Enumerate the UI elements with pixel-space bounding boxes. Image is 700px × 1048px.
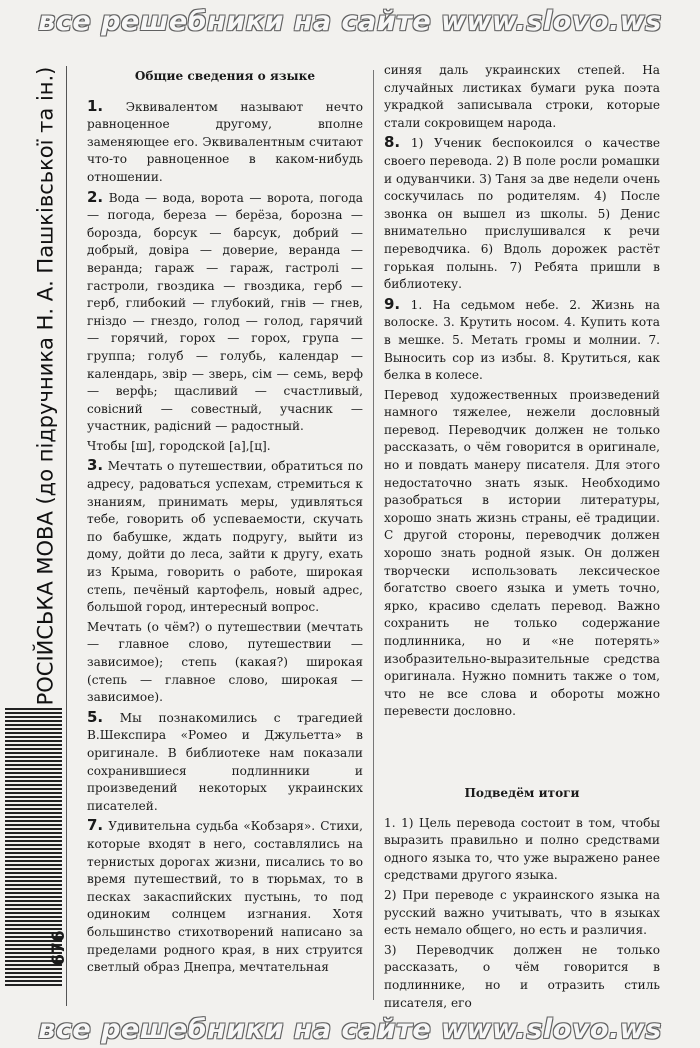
- exercise-text: 1. На седьмом небе. 2. Жизнь на волоске. 3. Крутить носом. 4. Купить кота в мешке. 5. Метать громы и молнии. 7. Выносить сор из избы. 8. Крутиться, как белка в колесе.: [384, 297, 660, 383]
- exercise-number: 2.: [87, 187, 104, 206]
- summary-1: [384, 815, 660, 885]
- exercise-number: 7.: [87, 816, 104, 835]
- exercise-3: [87, 457, 363, 616]
- section-spacer: [384, 723, 660, 779]
- exercise-8: [384, 134, 660, 293]
- exercise-3-note: [87, 619, 363, 707]
- exercise-text: синяя даль украинских степей. На случайных листиках бумаги рука поэта украдкой записывала строки, которые стали сокровищем народа.: [384, 63, 660, 130]
- exercise-2: [87, 189, 363, 436]
- exercise-number: 5.: [87, 707, 104, 726]
- spine-title-text: РОСІЙСЬКА МОВА (до підручника Н. А. Пашківської та ін.): [33, 66, 57, 706]
- page-number-text: 676: [49, 930, 69, 966]
- summary-text: 1. 1) Цель перевода состоит в том, чтобы выразить правильно и полно средствами одного языка то, что уже выражено ранее средствами другого языка.: [384, 815, 660, 883]
- exercise-text: Мечтать (о чём?) о путешествии (мечтать — главное слово, путешествии — зависимое); степь (какая?) широкая (степь — главное слово, широкая — зависимое).: [87, 619, 363, 705]
- exercise-text: Вода — вода, ворота — ворота, погода — погода, береза — берёза, борозна — борозда, борсук — барсук, добрий — добрый, довіра — доверие, веранда — веранда; гараж — гараж, гастролі — гастроли, гвоздика — гвоздика, герб — герб, глибокий — глубокий, гнів — гнев, гніздо — гнездо, голод — голод, гарячий — горячий, горох — горох, група — группа; голуб — голубь, календар — календарь, звір — зверь, сім — семь, верф — верфь; щасливий — счастливый, совісний — совестный, учасник — участник, радісний — радостный.: [87, 190, 363, 434]
- exercise-5: [87, 709, 363, 816]
- exercise-text: Эквивалентом называют нечто равноценное другому, вполне заменяющее его. Эквивалентным считают что-то равноценное в каком-нибудь отношении.: [87, 99, 363, 184]
- exercise-text: Удивительна судьба «Кобзаря». Стихи, которые входят в него, составлялись на тернистых дорогах жизни, писались то во время путешествий, то в тюрьмах, то в песках закаспийских пустынь, то под одиноким солнцем изгнания. Хотя большинство стихотворений написано за пределами родного края, в них струится светлый образ Днепра, мечтательная: [87, 819, 363, 975]
- exercise-2-note: [87, 438, 363, 456]
- left-items: [87, 98, 363, 977]
- exercise-1: [87, 98, 363, 187]
- exercise-7-continued: [384, 62, 660, 132]
- spine-title: [24, 66, 66, 706]
- summary-2: [384, 887, 660, 940]
- exercise-text: Мечтать о путешествии, обратиться по адресу, радоваться успехам, стремиться к знаниям, принимать меры, удивляться тебе, говорить об успеваемости, скучать по бабушке, ждать подругу, выйти из дому, дойти до леса, зайти к другу, ехать из Крыма, говорить о работе, широкая степь, печёный картофель, новый адрес, большой город, интересный вопрос.: [87, 459, 363, 615]
- watermark-bottom: все решебники на сайте www.slovo.ws: [38, 1013, 662, 1045]
- exercise-text: Чтобы [ш], городской [а],[ц].: [87, 438, 271, 453]
- exercise-9-text: [384, 387, 660, 721]
- left-column: [87, 62, 363, 979]
- section-heading: Общие сведения о языке: [134, 69, 316, 83]
- exercise-number: 9.: [384, 294, 401, 313]
- summary-3: [384, 942, 660, 1012]
- watermark-top: все решебники на сайте www.slovo.ws: [38, 5, 662, 37]
- right-column: [384, 62, 660, 1014]
- exercise-text: 1) Ученик беспокоился о качестве своего перевода. 2) В поле росли ромашки и одуванчики. 3) Таня за две недели очень соскучилась по родителям. 4) После звонка он вышел из школы. 5) Денис внимательно прислушивался к речи переводчика. 6) Вдоль дорожек растёт горькая полынь. 7) Ребята пришли в библиотеку.: [384, 136, 660, 292]
- summary-text: 2) При переводе с украинского языка на русский важно учитывать, что в языках есть немало общего, но есть и различия.: [384, 887, 660, 938]
- exercise-text: Перевод художественных произведений намного тяжелее, нежели дословный перевод. Переводчик должен не только рассказать, о чём говорится в оригинале, но и повдать манеру писателя. Для этого недостаточно знать язык. Необходимо разобраться в истории литературы, хорошо знать жизнь страны, её традиции. С другой стороны, переводчик должен хорошо знать родной язык. Он должен творчески использовать лексическое богатство своего языка и уметь точно, ярко, красиво сделать перевод. Важно сохранить не только содержание подлинника, но и «не потерять» изобразительно-выразительные средства оригинала. Нужно помнить также о том, что не все слова и обороты можно перевести дословно.: [384, 387, 660, 719]
- exercise-number: 1.: [87, 96, 104, 115]
- exercise-9: [384, 296, 660, 385]
- spine-divider: [66, 66, 67, 1006]
- column-divider: [373, 70, 374, 1000]
- exercise-text: Мы познакомились с трагедией В.Шекспира «Ромео и Джульетта» в оригинале. В библиотеке нам показали сохранившиеся подлинники и произведений некоторых украинских писателей.: [87, 710, 363, 813]
- summary-text: 3) Переводчик должен не только рассказать, о чём говорится в подлиннике, но и отразить стиль писателя, его: [384, 942, 660, 1010]
- page-number: [44, 928, 74, 968]
- exercise-number: 3.: [87, 456, 104, 475]
- exercise-number: 8.: [384, 133, 401, 152]
- summary-heading: Подведём итоги: [464, 785, 580, 800]
- exercise-7: [87, 817, 363, 976]
